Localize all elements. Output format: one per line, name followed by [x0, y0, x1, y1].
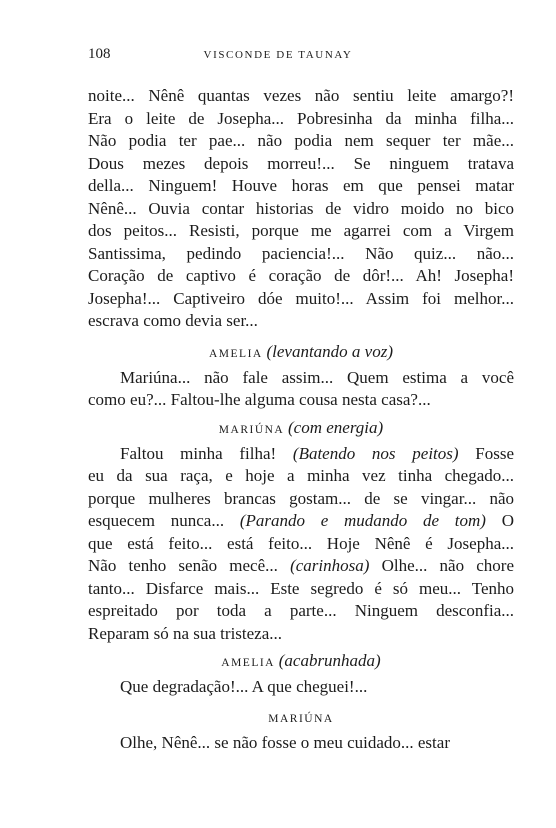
text-line: noite... Nênê quantas vezes não sentiu leite amargo?! — [88, 86, 514, 105]
text-line: Dous mezes depois morreu!... Se ninguem tratava — [88, 153, 514, 173]
speech-block — [88, 417, 514, 646]
stage-direction: (acabrunhada) — [278, 651, 381, 670]
page-header — [0, 46, 556, 66]
stage-direction: (levantando a voz) — [266, 341, 393, 361]
text-line: tanto... Disfarce mais... Este segredo é só meu... Tenho — [88, 578, 514, 598]
text-line: Coração de captivo é coração de dôr!... Ah! Josepha! — [88, 266, 514, 285]
text-line: como eu?... Faltou-lhe alguma cousa nesta casa?... — [88, 390, 431, 409]
text-line: espreitado por toda a parte... Ninguem desconfia... — [88, 601, 514, 620]
speaker-name: AMELIA — [221, 657, 275, 669]
prose-block — [88, 85, 514, 333]
text-line: Nênê... Ouvia contar historias de vidro moido no bico — [88, 198, 514, 218]
speaker-name: MARIÚNA — [218, 423, 285, 436]
text-line: Olhe, Nênê... se não fosse o meu cuidado... estar — [120, 732, 450, 752]
text-line: Josepha!... Captiveiro dóe muito!... Assim foi melhor... — [88, 288, 514, 308]
text-line: dos peitos... Resisti, porque me agarrei com a Virgem — [88, 221, 514, 240]
text-line: eu da sua raça, e hoje a minha vez tinha chegado... — [88, 466, 514, 485]
text-line: Não podia ter pae... não podia nem sequer ter mãe... — [88, 131, 514, 150]
speech-block — [88, 341, 514, 412]
play-text — [88, 85, 514, 754]
speech-block — [88, 650, 514, 699]
text-line: escrava como devia ser... — [88, 311, 258, 330]
speaker-heading — [88, 417, 514, 441]
speaker-heading — [88, 650, 514, 674]
text-line: Que degradação!... A que cheguei!... — [120, 677, 368, 696]
inline-stage-direction: (carinhosa) — [290, 556, 370, 575]
page-number: 108 — [88, 46, 111, 62]
inline-stage-direction: (Parando e mudando de tom) — [239, 511, 486, 530]
speaker-name: AMELIA — [209, 347, 263, 360]
running-title: VISCONDE DE TAUNAY — [203, 49, 353, 61]
inline-stage-direction: (Batendo nos peitos) — [292, 443, 459, 463]
text-line: Mariúna... não fale assim... Quem estima a você — [120, 367, 514, 387]
speech-block — [88, 707, 514, 755]
text-line: Era o leite de Josepha... Pobresinha da minha filha... — [88, 108, 514, 128]
stage-direction: (com energia) — [288, 417, 384, 437]
text-line: Não tenho senão mecê... (carinhosa) Olhe... não chore — [88, 556, 514, 575]
text-line: della... Ninguem! Houve horas em que pensei matar — [88, 176, 514, 195]
text-line: porque mulheres brancas gostam... de se vingar... não — [88, 488, 514, 508]
text-line: Reparam só na sua tristeza... — [88, 623, 283, 643]
text-line: que está feito... está feito... Hoje Nênê é Josepha... — [88, 533, 514, 553]
text-line: Faltou minha filha! (Batendo nos peitos) Fosse — [120, 443, 514, 463]
speaker-heading — [88, 707, 514, 730]
text-line: Santissima, pedindo paciencia!... Não quiz... não... — [88, 243, 514, 263]
speaker-heading — [88, 341, 514, 365]
speaker-name: MARIÚNA — [268, 712, 334, 725]
text-line: esquecem nunca... (Parando e mudando de tom) O — [88, 511, 514, 530]
